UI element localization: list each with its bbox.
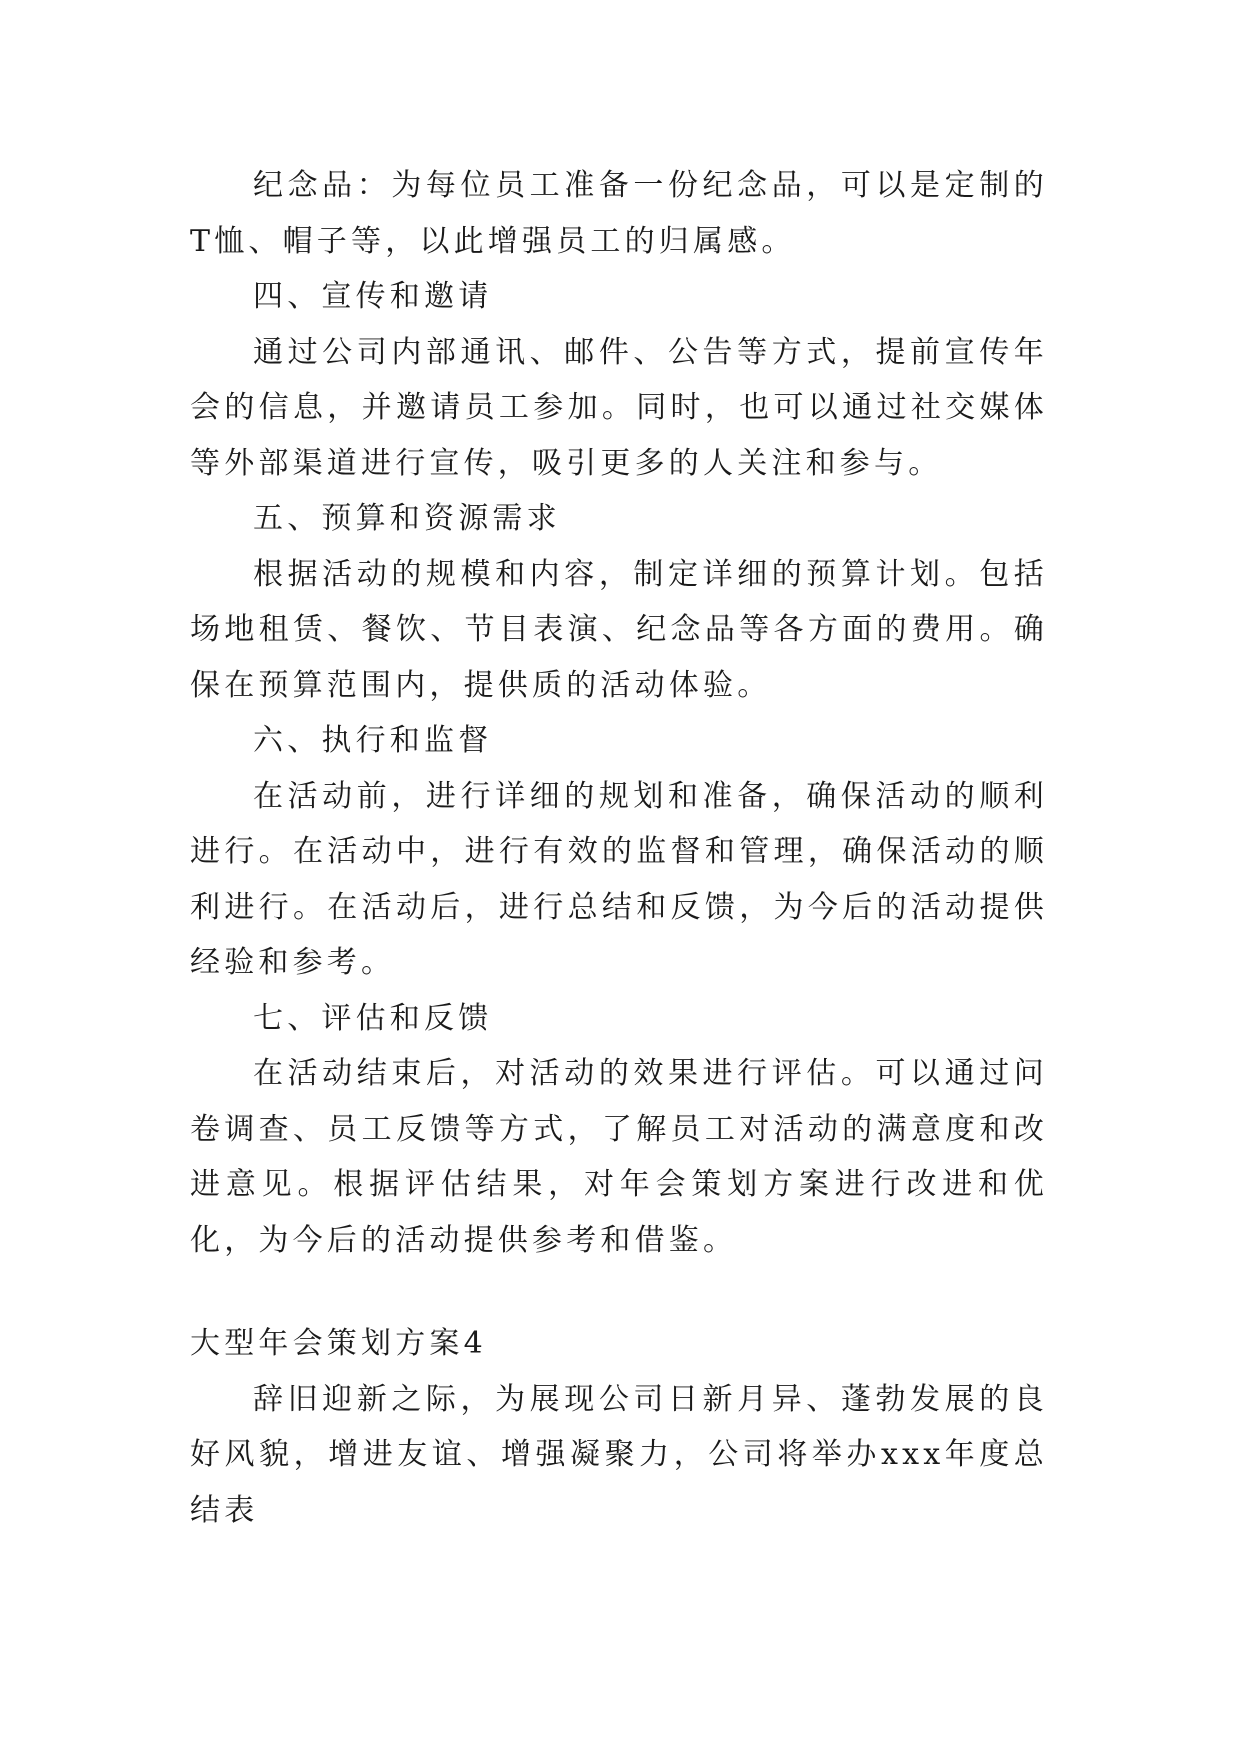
- document-body: [190, 158, 1048, 1538]
- paragraph-evaluation: 在活动结束后，对活动的效果进行评估。可以通过问卷调查、员工反馈等方式，了解员工对活动的满意度和改进意见。根据评估结果，对年会策划方案进行改进和优化，为今后的活动提供参考和借鉴。: [190, 1056, 1048, 1258]
- paragraph-execution: 在活动前，进行详细的规划和准备，确保活动的顺利进行。在活动中，进行有效的监督和管理，确保活动的顺利进行。在活动后，进行总结和反馈，为今后的活动提供经验和参考。: [190, 778, 1048, 980]
- paragraph-plan-4-intro: 辞旧迎新之际，为展现公司日新月异、蓬勃发展的良好风貌，增进友谊、增强凝聚力，公司将举办xxx年度总结表: [190, 1381, 1048, 1528]
- paragraph-promotion: 通过公司内部通讯、邮件、公告等方式，提前宣传年会的信息，并邀请员工参加。同时，也可以通过社交媒体等外部渠道进行宣传，吸引更多的人关注和参与。: [190, 334, 1048, 481]
- heading-budget-resources: 五、预算和资源需求: [253, 501, 561, 536]
- heading-promotion-invitation: 四、宣传和邀请: [253, 279, 493, 314]
- heading-evaluation-feedback: 七、评估和反馈: [253, 1000, 493, 1036]
- paragraph-souvenirs: 纪念品：为每位员工准备一份纪念品，可以是定制的T恤、帽子等，以此增强员工的归属感。: [190, 168, 1048, 259]
- section-title-plan-4: 大型年会策划方案4: [190, 1326, 487, 1361]
- paragraph-budget: 根据活动的规模和内容，制定详细的预算计划。包括场地租赁、餐饮、节目表演、纪念品等各方面的费用。确保在预算范围内，提供质的活动体验。: [190, 556, 1048, 703]
- heading-execution-supervision: 六、执行和监督: [253, 723, 493, 758]
